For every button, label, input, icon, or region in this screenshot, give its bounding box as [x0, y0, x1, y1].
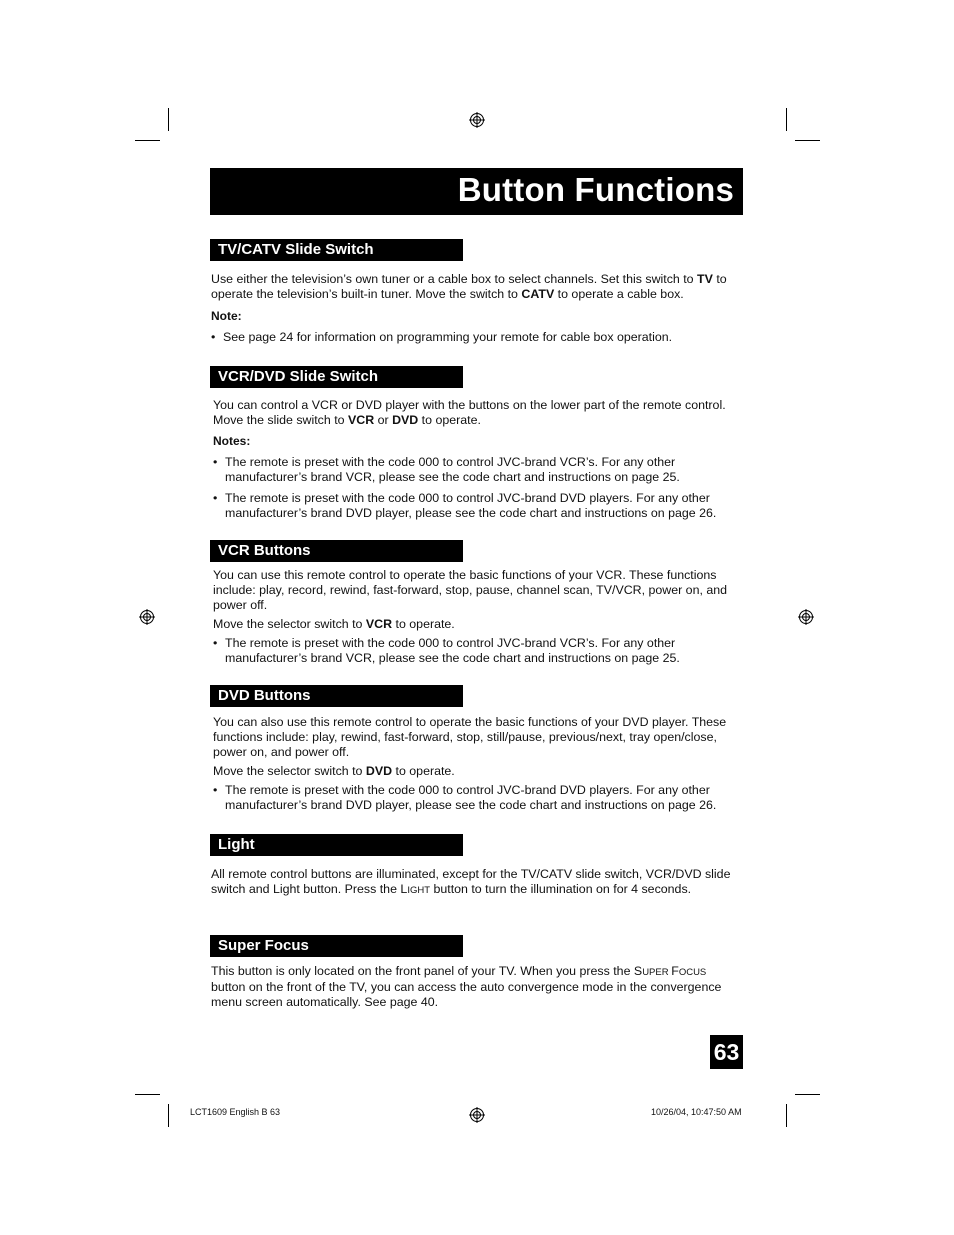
crop-mark: [795, 140, 820, 141]
vcr-selector-paragraph: Move the selector switch to VCR to operate.: [213, 617, 455, 631]
registration-mark-icon: [469, 1107, 485, 1123]
registration-mark-icon: [469, 112, 485, 128]
section-heading-dvd: DVD Buttons: [210, 685, 463, 707]
crop-mark: [786, 108, 787, 131]
list-item: • The remote is preset with the code 000 to control JVC-brand DVD players. For any other manufacturer’s brand DVD player, please see the code chart and instructions on page 26.: [213, 491, 717, 520]
list-item: • See page 24 for information on programming your remote for cable box operation.: [211, 330, 673, 344]
registration-mark-icon: [139, 609, 155, 625]
page-title: Button Functions: [457, 171, 734, 208]
section-heading-light: Light: [210, 834, 463, 856]
crop-mark: [135, 1094, 160, 1095]
title-banner: [210, 168, 743, 215]
dvd-selector-paragraph: Move the selector switch to DVD to operate.: [213, 764, 455, 778]
crop-mark: [795, 1094, 820, 1095]
list-item: • The remote is preset with the code 000 to control JVC-brand VCR’s. For any other manufacturer’s brand VCR, please see the code chart and instructions on page 25.: [213, 636, 680, 665]
list-item: • The remote is preset with the code 000 to control JVC-brand VCR’s. For any other manufacturer’s brand VCR, please see the code chart and instructions on page 25.: [213, 455, 680, 484]
vcr-paragraph: You can use this remote control to operate the basic functions of your VCR. These functions include: play, record, rewind, fast-forward, stop, pause, channel scan, TV/VCR, power on, and power off.: [213, 568, 728, 612]
superfocus-paragraph: This button is only located on the front panel of your TV. When you press the SUPER FOCUS button on the front of the TV, you can access the auto convergence mode in the convergence menu screen automatically. See page 40.: [211, 964, 722, 1009]
crop-mark: [168, 108, 169, 131]
footer-timestamp: 10/26/04, 10:47:50 AM: [651, 1107, 742, 1117]
light-paragraph: All remote control buttons are illuminated, except for the TV/CATV slide switch, VCR/DVD slide switch and Light button. Press the LIGHT button to turn the illumination on for 4 seconds.: [211, 867, 731, 896]
crop-mark: [168, 1104, 169, 1127]
vcrdvd-paragraph: You can control a VCR or DVD player with the buttons on the lower part of the remote control. Move the slide switch to VCR or DVD to operate.: [213, 398, 726, 427]
crop-mark: [786, 1104, 787, 1127]
crop-mark: [135, 140, 160, 141]
list-item: • The remote is preset with the code 000 to control JVC-brand DVD players. For any other manufacturer’s brand DVD player, please see the code chart and instructions on page 26.: [213, 783, 717, 812]
dvd-paragraph: You can also use this remote control to operate the basic functions of your DVD player. These functions include: play, rewind, fast-forward, stop, still/pause, previous/next, tray open/close, power on, and power off.: [213, 715, 727, 759]
section-heading-superfocus: Super Focus: [210, 935, 463, 957]
tvcatv-note-label: Note:: [211, 309, 242, 323]
section-heading-vcrdvd: VCR/DVD Slide Switch: [210, 366, 463, 388]
page-number-badge: 63: [710, 1035, 743, 1069]
section-heading-tvcatv: TV/CATV Slide Switch: [210, 239, 463, 261]
section-heading-vcr: VCR Buttons: [210, 540, 463, 562]
vcrdvd-notes-label: Notes:: [213, 434, 251, 448]
registration-mark-icon: [798, 609, 814, 625]
tvcatv-paragraph: Use either the television’s own tuner or a cable box to select channels. Set this switch to TV to operate the television’s built-in tuner. Move the switch to CATV to operate a cable box.: [211, 272, 727, 301]
footer-file-info: LCT1609 English B 63: [190, 1107, 281, 1117]
